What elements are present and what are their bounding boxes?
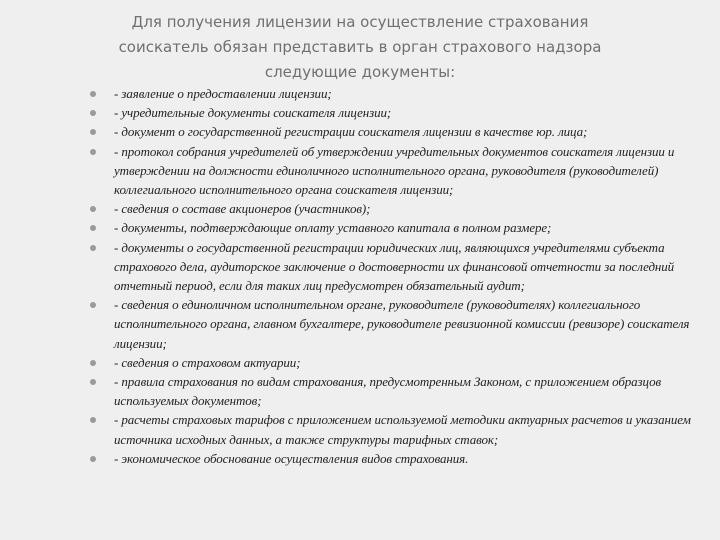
list-item-text: - протокол собрания учредителей об утверждении учредительных документов соискателя лицензии и утверждении на должности единоличного исполнительного органа, руководителя (руководителей) коллегиального исполнительного органа соискателя лицензии; — [114, 143, 675, 198]
bullet-icon — [90, 129, 96, 135]
list-item — [98, 372, 718, 410]
list-item-text: - учредительные документы соискателя лицензии; — [114, 105, 392, 121]
bullet-icon — [90, 110, 96, 116]
bullet-icon — [90, 456, 96, 462]
list-item — [98, 238, 718, 296]
bullet-icon — [90, 302, 96, 308]
list-item-text: - документы, подтверждающие оплату уставного капитала в полном размере; — [114, 220, 552, 236]
list-item — [98, 142, 718, 200]
bullet-icon — [90, 245, 96, 251]
list-item — [98, 199, 718, 218]
list-item-text: - сведения о страховом актуарии; — [114, 354, 301, 370]
list-item — [98, 449, 718, 468]
bullet-icon — [90, 91, 96, 97]
bullet-icon — [90, 360, 96, 366]
list-item-text: - сведения о единоличном исполнительном органе, руководителе (руководителях) коллегиального исполнительного органа, главном бухгалтере, руководителе ревизионной комиссии (ревизоре) соискателя лицензии; — [114, 297, 690, 351]
list-item-text: - правила страхования по видам страхования, предусмотренным Законом, с приложением образцов используемых документов; — [114, 374, 662, 409]
list-item — [98, 353, 718, 372]
list-item — [98, 84, 718, 103]
list-item — [98, 103, 718, 122]
bullet-icon — [90, 417, 96, 423]
slide-title: Для получения лицензии на осуществление страхования соискатель обязан представить в орган страхового надзора следующие документы: — [118, 13, 602, 81]
bullet-icon — [90, 225, 96, 231]
list-item-text: - экономическое обоснование осуществления видов страхования. — [114, 450, 469, 466]
list-item-text: - документ о государственной регистрации соискателя лицензии в качестве юр. лица; — [114, 124, 588, 140]
list-item-text: - расчеты страховых тарифов с приложением используемой методики актуарных расчетов и указанием источника исходных данных, а также структуры тарифных ставок; — [114, 412, 691, 447]
list-item-text: - сведения о составе акционеров (участников); — [114, 201, 371, 217]
list-item — [98, 410, 718, 448]
bullet-icon — [90, 379, 96, 385]
documents-list — [98, 84, 718, 468]
bullet-icon — [90, 206, 96, 212]
list-item — [98, 218, 718, 237]
bullet-icon — [90, 149, 96, 155]
list-item — [98, 295, 718, 353]
list-item-text: - заявление о предоставлении лицензии; — [114, 86, 332, 101]
list-item-text: - документы о государственной регистрации юридических лиц, являющихся учредителями субъекта страхового дела, аудиторское заключение о достоверности их финансовой отчетности за последний отчетный период, если для таких лиц предусмотрен обязательный аудит; — [114, 239, 675, 294]
list-item — [98, 122, 718, 141]
